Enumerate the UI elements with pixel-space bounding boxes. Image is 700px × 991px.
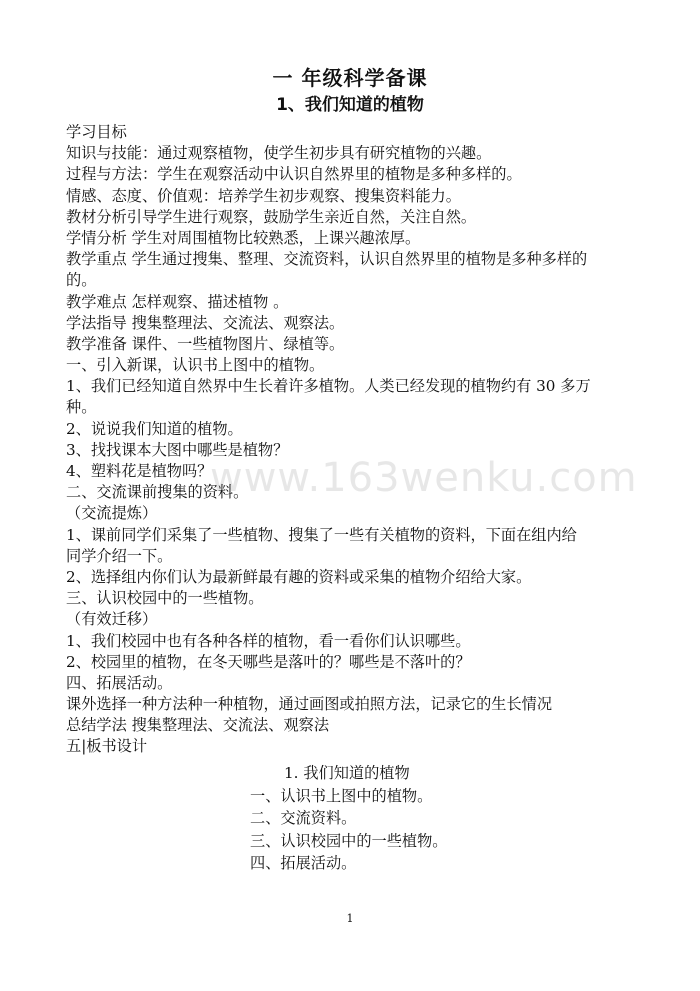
body-line: （有效迁移）: [66, 610, 158, 629]
blackboard-design: [0, 762, 700, 875]
body-line: 2、校园里的植物，在冬天哪些是落叶的？哪些是不落叶的？: [66, 652, 471, 671]
body-line: 情感、态度、价值观：培养学生初步观察、搜集资料能力。: [66, 186, 461, 205]
board-item: 四、拓展活动。: [250, 854, 357, 872]
body-line: 课外选择一种方法种一种植物，通过画图或拍照方法，记录它的生长情况: [66, 695, 552, 714]
body-line: 2、选择组内你们认为最新鲜最有趣的资料或采集的植物介绍给大家。: [66, 567, 532, 586]
body-line: 1、我们校园中也有各种各样的植物，看一看你们认识哪些。: [66, 631, 471, 650]
body-line: 二、交流课前搜集的资料。: [66, 483, 249, 502]
board-heading: 1. 我们知道的植物: [284, 764, 410, 782]
body-line: 1、我们已经知道自然界中生长着许多植物。人类已经发现的植物约有 30 多万: [66, 377, 591, 396]
body-line: 2、说说我们知道的植物。: [66, 419, 243, 438]
body-line: 学习目标: [66, 123, 127, 141]
document-title: 一 年级科学备课: [272, 66, 428, 90]
body-line: 五|板书设计: [66, 737, 148, 756]
body-line: 教学重点 学生通过搜集、整理、交流资料，认识自然界里的植物是多种多样的: [66, 250, 588, 269]
body-line: 3、找找课本大图中哪些是植物？: [66, 440, 289, 459]
body-line: 学法指导 搜集整理法、交流法、观察法。: [66, 313, 345, 332]
body-line: 一、引入新课，认识书上图中的植物。: [66, 356, 325, 375]
lesson-title: 1、我们知道的植物: [276, 95, 424, 115]
body-line: （交流提炼）: [66, 504, 158, 523]
body-line: 三、认识校园中的一些植物。: [66, 589, 264, 608]
body-line: 教学难点 怎样观察、描述植物 。: [66, 292, 289, 311]
lesson-body: [66, 122, 646, 758]
watermark: www.163wenku.com: [210, 455, 638, 501]
body-line: 总结学法 搜集整理法、交流法、观察法: [66, 716, 330, 735]
body-line: 四、拓展活动。: [66, 673, 173, 692]
board-item: 二、交流资料。: [250, 809, 357, 827]
body-line: 教学准备 课件、一些植物图片、绿植等。: [66, 334, 345, 353]
body-line: 同学介绍一下。: [66, 546, 173, 565]
board-item: 三、认识校园中的一些植物。: [250, 831, 448, 850]
body-line: 种。: [66, 398, 97, 417]
body-line: 4、塑料花是植物吗？: [66, 462, 213, 480]
body-line: 过程与方法：学生在观察活动中认识自然界里的植物是多种多样的。: [66, 165, 522, 184]
body-line: 的。: [66, 271, 97, 290]
body-line: 1、课前同学们采集了一些植物、搜集了一些有关植物的资料，下面在组内给: [66, 525, 577, 544]
page-number: 1: [346, 912, 354, 925]
body-line: 知识与技能：通过观察植物，使学生初步具有研究植物的兴趣。: [66, 144, 492, 163]
body-line: 教材分析引导学生进行观察，鼓励学生亲近自然，关注自然。: [66, 207, 477, 226]
body-line: 学情分析 学生对周围植物比较熟悉，上课兴趣浓厚。: [66, 228, 421, 247]
board-item: 一、认识书上图中的植物。: [250, 786, 433, 805]
